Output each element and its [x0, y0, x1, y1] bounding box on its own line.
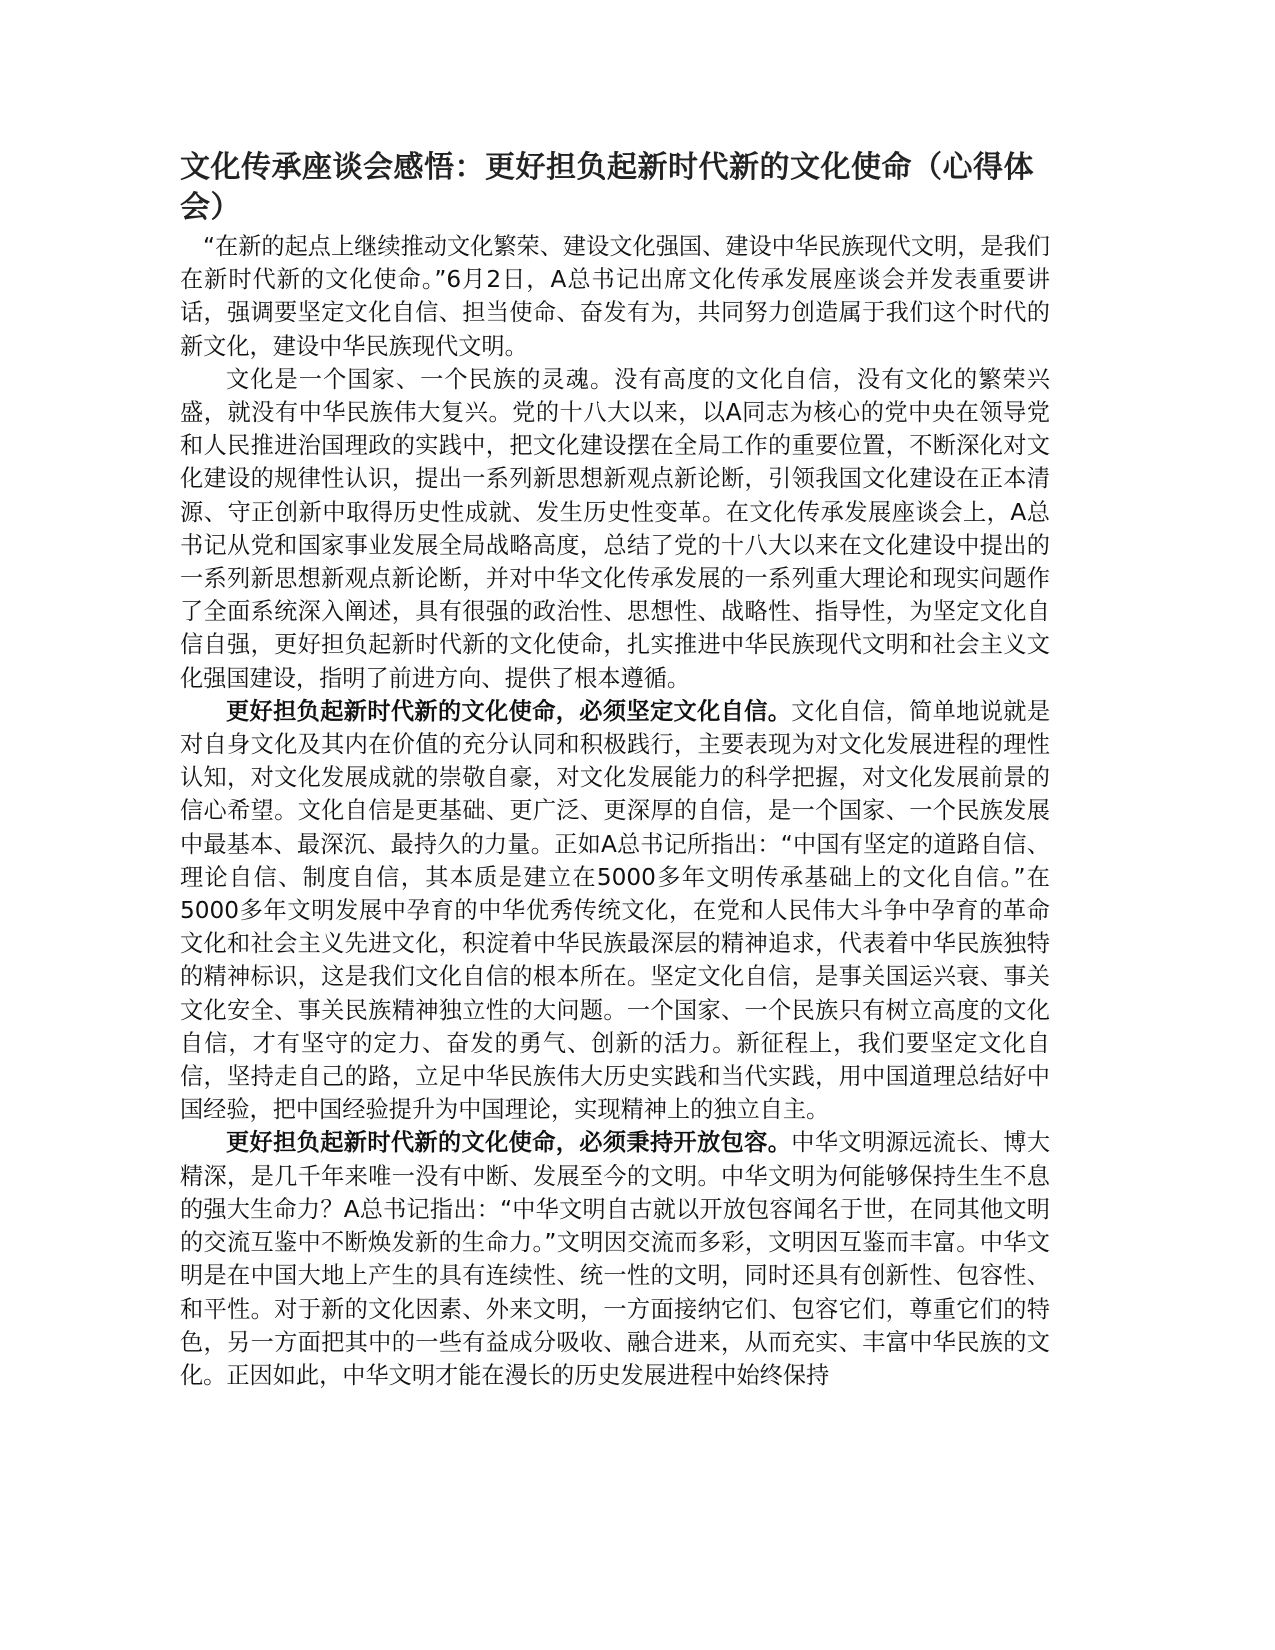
- paragraph-3-text: 文化自信，简单地说就是对自身文化及其内在价值的充分认同和积极践行，主要表现为对文化发展进程的理性认知，对文化发展成就的崇敬自豪，对文化发展能力的科学把握，对文化发展前景的信心希望。文化自信是更基础、更广泛、更深厚的自信，是一个国家、一个民族发展中最基本、最深沉、最持久的力量。正如A总书记所指出：“中国有坚定的道路自信、理论自信、制度自信，其本质是建立在5000多年文明传承基础上的文化自信。”在5000多年文明发展中孕育的中华优秀传统文化，在党和人民伟大斗争中孕育的革命文化和社会主义先进文化，积淀着中华民族最深层的精神追求，代表着中华民族独特的精神标识，这是我们文化自信的根本所在。坚定文化自信，是事关国运兴衰、事关文化安全、事关民族精神独立性的大问题。一个国家、一个民族只有树立高度的文化自信，才有坚守的定力、奋发的勇气、创新的活力。新征程上，我们要坚定文化自信，坚持走自己的路，立足中华民族伟大历史实践和当代实践，用中国道理总结好中国经验，把中国经验提升为中国理论，实现精神上的独立自主。: [180, 697, 1051, 1124]
- paragraph-3-lead: 更好担负起新时代新的文化使命，必须坚定文化自信。: [226, 697, 792, 725]
- paragraph-4-text: 中华文明源远流长、博大精深，是几千年来唯一没有中断、发展至今的文明。中华文明为何能够保持生生不息的强大生命力？A总书记指出：“中华文明自古就以开放包容闻名于世，在同其他文明的交流互鉴中不断焕发新的生命力。”文明因交流而多彩，文明因互鉴而丰富。中华文明是在中国大地上产生的具有连续性、统一性的文明，同时还具有创新性、包容性、和平性。对于新的文化因素、外来文明，一方面接纳它们、包容它们，尊重它们的特色，另一方面把其中的一些有益成分吸收、融合进来，从而充实、丰富中华民族的文化。正因如此，中华文明才能在漫长的历史发展进程中始终保持: [180, 1129, 1051, 1389]
- paragraph-2-text: 文化是一个国家、一个民族的灵魂。没有高度的文化自信，没有文化的繁荣兴盛，就没有中华民族伟大复兴。党的十八大以来，以A同志为核心的党中央在领导党和人民推进治国理政的实践中，把文化建设摆在全局工作的重要位置，不断深化对文化建设的规律性认识，提出一系列新思想新观点新论断，引领我国文化建设在正本清源、守正创新中取得历史性成就、发生历史性变革。在文化传承发展座谈会上，A总书记从党和国家事业发展全局战略高度，总结了党的十八大以来在文化建设中提出的一系列新思想新观点新论断，并对中华文化传承发展的一系列重大理论和现实问题作了全面系统深入阐述，具有很强的政治性、思想性、战略性、指导性，为坚定文化自信自强，更好担负起新时代新的文化使命，扎实推进中华民族现代文明和社会主义文化强国建设，指明了前进方向、提供了根本遵循。: [180, 365, 1050, 692]
- document-page: [180, 148, 1050, 1392]
- paragraph-2: [180, 363, 1050, 695]
- paragraph-4: [180, 1126, 1050, 1392]
- paragraph-1: [180, 230, 1050, 363]
- paragraph-1-text: “在新的起点上继续推动文化繁荣、建设文化强国、建设中华民族现代文明，是我们在新时代新的文化使命。”6月2日，A总书记出席文化传承发展座谈会并发表重要讲话，强调要坚定文化自信、担当使命、奋发有为，共同努力创造属于我们这个时代的新文化，建设中华民族现代文明。: [180, 233, 1050, 360]
- paragraph-4-lead: 更好担负起新时代新的文化使命，必须秉持开放包容。: [226, 1129, 792, 1157]
- paragraph-3: [180, 695, 1050, 1127]
- document-title: 文化传承座谈会感悟：更好担负起新时代新的文化使命（心得体会）: [180, 150, 1034, 225]
